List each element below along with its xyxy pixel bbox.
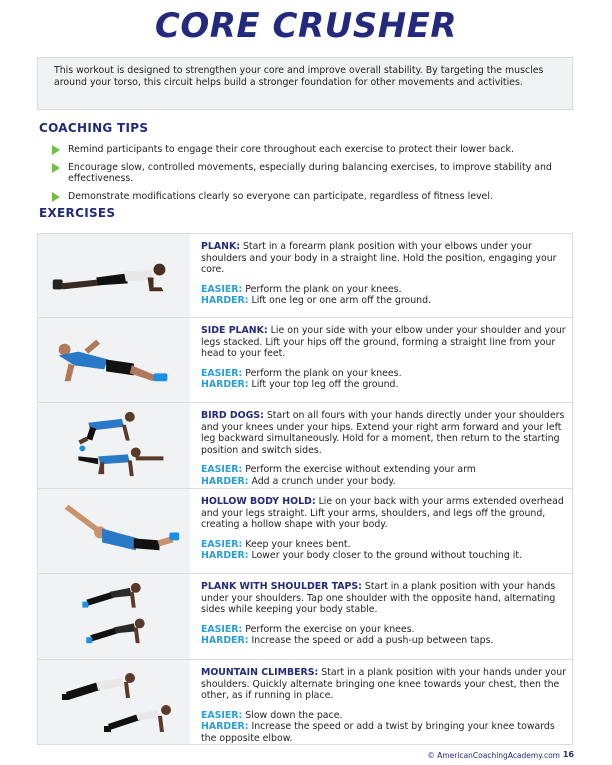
exercise-text [201,241,566,307]
easier-text: Perform the plank on your knees. [242,283,402,295]
exercise-row-bird-dogs [38,403,572,489]
footer-url: © AmericanCoachingAcademy.com [427,751,560,760]
tip-item: Remind participants to engage their core throughout each exercise to protect their lower back. [52,144,572,156]
exercise-description: Start in a plank position with your hands under your shoulders. Quickly alternate bringing one knee towards your chest, then the other, as if running in place. [201,667,566,702]
arrow-bullet-icon [52,163,60,173]
exercise-row-shoulder-taps [38,574,572,660]
easier-text: Slow down the pace. [242,709,343,721]
exercise-row-side-plank [38,318,572,403]
easier-label: EASIER: [201,283,243,295]
hollow-body-illustration [38,489,190,573]
exercise-name: SIDE PLANK: [201,325,268,336]
exercise-name: PLANK WITH SHOULDER TAPS: [201,581,362,592]
exercise-text [201,325,566,391]
harder-text: Increase the speed or add a push-up between taps. [248,635,494,647]
tip-item: Encourage slow, controlled movements, especially during balancing exercises, to improve stability and effectiveness. [52,162,572,185]
exercise-text [201,581,566,647]
side-plank-illustration [38,318,190,402]
exercise-name: PLANK: [201,241,240,252]
exercise-description: Start in a plank position with your hands under your shoulders. Tap one shoulder with the opposite hand, alternating sides while keeping your body stable. [201,581,556,616]
harder-label: HARDER: [201,550,249,562]
page-footer [0,750,612,765]
exercise-text [201,496,566,562]
exercise-name: MOUNTAIN CLIMBERS: [201,667,319,678]
easier-label: EASIER: [201,367,243,379]
harder-label: HARDER: [201,635,249,647]
harder-text: Lift one leg or one arm off the ground. [248,295,432,307]
exercise-description: Start in a forearm plank position with your elbows under your shoulders and your body in a straight line. Hold the position, engaging your core. [201,241,557,276]
mountain-climber-figures-icon [38,660,190,744]
easier-text: Perform the exercise on your knees. [242,623,415,635]
exercise-row-plank [38,234,572,318]
plank-illustration [38,234,190,317]
arrow-bullet-icon [52,145,60,155]
exercise-row-hollow-body [38,489,572,574]
harder-text: Increase the speed or add a twist by bringing your knee towards the opposite elbow. [201,721,555,744]
easier-text: Perform the plank on your knees. [242,367,402,379]
page-title: CORE CRUSHER [154,6,458,46]
coaching-tips-heading: COACHING TIPS [39,121,149,135]
shoulder-tap-figures-icon [38,574,190,659]
exercise-text [201,667,566,745]
easier-label: EASIER: [201,623,243,635]
harder-label: HARDER: [201,295,249,307]
exercise-description: Start on all fours with your hands directly under your shoulders and your knees under your hips. Extend your right arm forward and your left leg backward simultaneously. Hold for a moment, then return to the starting position and switch sides. [201,410,565,456]
easier-text: Keep your knees bent. [242,538,351,550]
page-number: 16 [562,750,574,759]
arrow-bullet-icon [52,192,60,202]
bird-dogs-illustration [38,403,190,488]
easier-label: EASIER: [201,464,243,476]
intro-box [37,57,573,110]
harder-text: Lift your top leg off the ground. [248,379,399,391]
easier-label: EASIER: [201,538,243,550]
side-plank-figure-icon [38,318,190,402]
mountain-climbers-illustration [38,660,190,744]
harder-text: Add a crunch under your body. [248,475,396,487]
exercises-heading: EXERCISES [39,206,116,220]
shoulder-taps-illustration [38,574,190,659]
exercise-table [37,233,573,745]
intro-text: This workout is designed to strengthen your core and improve overall stability. By targeting the muscles around your torso, this circuit helps build a stronger foundation for other movements and activities. [54,65,544,88]
hollow-body-figure-icon [38,489,190,573]
harder-label: HARDER: [201,475,249,487]
coaching-tips-list [52,144,572,208]
harder-label: HARDER: [201,379,249,391]
easier-label: EASIER: [201,709,243,721]
easier-text: Perform the exercise without extending your arm [242,464,476,476]
exercise-name: BIRD DOGS: [201,410,264,421]
exercise-description: Lie on your back with your arms extended overhead and your legs straight. Lift your arms, shoulders, and legs off the ground, creating a hollow shape with your body. [201,496,564,531]
exercise-name: HOLLOW BODY HOLD: [201,496,316,507]
exercise-text [201,410,566,488]
harder-label: HARDER: [201,721,249,733]
tip-item: Demonstrate modifications clearly so everyone can participate, regardless of fitness level. [52,191,572,203]
exercise-description: Lie on your side with your elbow under your shoulder and your legs stacked. Lift your hips off the ground, forming a straight line from your head to your feet. [201,325,566,360]
plank-figure-icon [38,234,190,317]
exercise-row-mountain-climbers [38,660,572,744]
harder-text: Lower your body closer to the ground without touching it. [248,550,523,562]
bird-dog-figures-icon [38,403,190,488]
